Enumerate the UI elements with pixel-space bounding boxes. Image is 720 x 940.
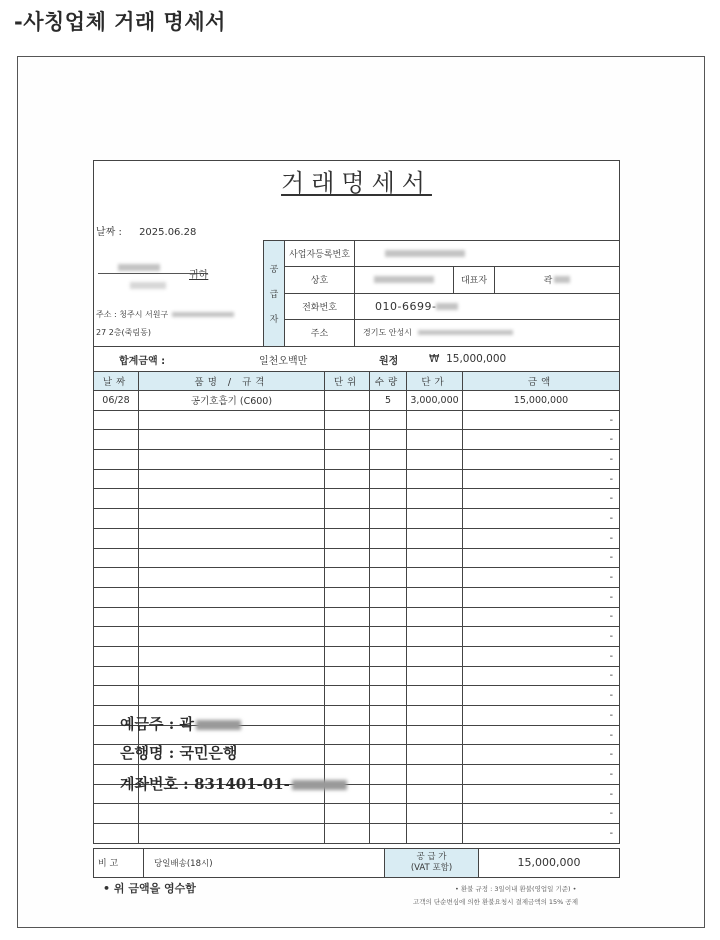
row-unit xyxy=(325,745,370,765)
handwritten-account-number: 계좌번호 : 831401-01- xyxy=(120,773,347,794)
col-unit-price: 단가 xyxy=(407,372,463,391)
row-item-name xyxy=(139,469,325,489)
row-unit-price xyxy=(407,548,463,568)
row-amount: - xyxy=(463,646,620,666)
row-qty xyxy=(370,410,407,430)
title-block xyxy=(93,160,620,239)
account-number-redacted xyxy=(292,780,347,790)
col-item-name: 품명 / 규격 xyxy=(139,372,325,391)
row-date xyxy=(94,804,139,824)
row-date xyxy=(94,410,139,430)
row-item-name xyxy=(139,607,325,627)
row-unit-price xyxy=(407,706,463,726)
row-date: 06/28 xyxy=(94,391,139,411)
table-row xyxy=(94,804,620,824)
won-label: 원정 xyxy=(379,355,399,367)
row-unit xyxy=(325,804,370,824)
table-row xyxy=(94,548,620,568)
row-date xyxy=(94,686,139,706)
col-unit: 단위 xyxy=(325,372,370,391)
row-date xyxy=(94,469,139,489)
row-unit xyxy=(325,587,370,607)
document-title: 거래명세서 xyxy=(281,169,432,197)
row-qty xyxy=(370,528,407,548)
supplier-grid xyxy=(285,241,619,346)
buyer-section xyxy=(94,239,263,346)
handwritten-bank-name: 은행명 : 국민은행 xyxy=(120,744,238,762)
remarks-label: 비 고 xyxy=(94,849,144,877)
row-amount: - xyxy=(463,450,620,470)
row-date xyxy=(94,528,139,548)
table-row xyxy=(94,430,620,450)
row-unit xyxy=(325,627,370,647)
col-date: 날짜 xyxy=(94,372,139,391)
row-item-name xyxy=(139,686,325,706)
holder-redacted xyxy=(196,720,241,730)
date-line xyxy=(96,223,196,238)
row-item-name xyxy=(139,489,325,509)
row-unit xyxy=(325,548,370,568)
reg-no-label: 사업자등록번호 xyxy=(285,241,355,267)
row-unit-price xyxy=(407,587,463,607)
row-date xyxy=(94,824,139,844)
row-unit-price xyxy=(407,686,463,706)
address-redacted xyxy=(172,312,234,317)
row-date xyxy=(94,450,139,470)
row-qty xyxy=(370,706,407,726)
row-item-name xyxy=(139,824,325,844)
row-item-name xyxy=(139,509,325,529)
row-date xyxy=(94,587,139,607)
buyer-address: 주소 : 청주시 서원구 xyxy=(96,309,234,320)
table-row xyxy=(94,469,620,489)
table-row xyxy=(94,686,620,706)
row-qty xyxy=(370,607,407,627)
row-unit xyxy=(325,646,370,666)
table-row xyxy=(94,450,620,470)
ceo-value: 곽 xyxy=(495,267,619,292)
row-qty xyxy=(370,686,407,706)
table-row xyxy=(94,627,620,647)
row-date xyxy=(94,548,139,568)
row-date xyxy=(94,646,139,666)
row-item-name xyxy=(139,587,325,607)
total-label: 합계금액 : xyxy=(119,355,166,367)
row-unit-price xyxy=(407,469,463,489)
company-label: 상호 xyxy=(285,267,355,293)
row-date xyxy=(94,627,139,647)
row-unit xyxy=(325,725,370,745)
refund-policy-line2: 고객의 단순변심에 의한 환불요청시 결제금액의 15% 공제 xyxy=(413,898,578,906)
table-row xyxy=(94,528,620,548)
row-item-name xyxy=(139,410,325,430)
buyer-honorific: 귀하 xyxy=(189,270,209,281)
supply-price-total: 15,000,000 xyxy=(517,856,581,870)
row-unit xyxy=(325,391,370,411)
row-item-name xyxy=(139,804,325,824)
row-qty xyxy=(370,450,407,470)
company-row xyxy=(355,267,619,293)
row-unit-price xyxy=(407,784,463,804)
row-unit xyxy=(325,410,370,430)
row-qty xyxy=(370,745,407,765)
row-unit-price: 3,000,000 xyxy=(407,391,463,411)
row-qty: 5 xyxy=(370,391,407,411)
receipt-note: • 위 금액을 영수함 xyxy=(103,882,196,895)
row-amount: - xyxy=(463,666,620,686)
row-qty xyxy=(370,469,407,489)
table-row xyxy=(94,824,620,844)
row-unit-price xyxy=(407,607,463,627)
row-unit-price xyxy=(407,725,463,745)
phone-label: 전화번호 xyxy=(285,294,355,320)
row-qty xyxy=(370,804,407,824)
row-amount: - xyxy=(463,627,620,647)
row-unit xyxy=(325,509,370,529)
row-qty xyxy=(370,765,407,785)
date-value: 2025.06.28 xyxy=(139,227,197,238)
reg-no-redacted xyxy=(385,250,465,257)
row-date xyxy=(94,607,139,627)
row-amount: - xyxy=(463,686,620,706)
row-unit xyxy=(325,450,370,470)
row-amount: - xyxy=(463,745,620,765)
buyer-name-redacted xyxy=(118,264,160,271)
table-row xyxy=(94,646,620,666)
info-block xyxy=(93,239,620,346)
remarks-value: 당일배송(18시) xyxy=(144,849,385,877)
buyer-subname-redacted xyxy=(130,282,166,289)
items-header-row xyxy=(94,372,620,391)
total-korean-amount: 일천오백만 xyxy=(259,355,308,367)
row-qty xyxy=(370,627,407,647)
row-qty xyxy=(370,784,407,804)
row-unit-price xyxy=(407,627,463,647)
row-amount: - xyxy=(463,587,620,607)
table-row xyxy=(94,607,620,627)
row-date xyxy=(94,430,139,450)
row-amount: - xyxy=(463,804,620,824)
row-date xyxy=(94,666,139,686)
row-date xyxy=(94,568,139,588)
row-unit-price xyxy=(407,646,463,666)
row-item-name xyxy=(139,430,325,450)
transaction-statement xyxy=(93,160,620,878)
table-row xyxy=(94,391,620,411)
row-item-name xyxy=(139,568,325,588)
row-qty xyxy=(370,824,407,844)
buyer-address-line2: 27 2층(죽림동) xyxy=(96,328,151,337)
row-amount: - xyxy=(463,548,620,568)
row-unit xyxy=(325,706,370,726)
row-unit xyxy=(325,666,370,686)
row-amount: - xyxy=(463,430,620,450)
total-amount-row xyxy=(93,346,620,371)
row-amount: - xyxy=(463,410,620,430)
row-amount: - xyxy=(463,469,620,489)
company-value xyxy=(355,267,454,292)
row-amount: - xyxy=(463,528,620,548)
row-unit xyxy=(325,824,370,844)
row-date xyxy=(94,489,139,509)
row-unit xyxy=(325,607,370,627)
phone-value: 010-6699- xyxy=(355,294,619,320)
total-amount: ₩ 15,000,000 xyxy=(429,353,507,365)
row-qty xyxy=(370,568,407,588)
table-row xyxy=(94,509,620,529)
row-item-name xyxy=(139,646,325,666)
supplier-address-value: 경기도 안성시 xyxy=(355,320,619,346)
supply-price-label: 공 급 가 (VAT 포함) xyxy=(385,849,479,877)
row-qty xyxy=(370,725,407,745)
row-amount: - xyxy=(463,568,620,588)
row-item-name xyxy=(139,528,325,548)
remarks-row xyxy=(93,848,620,878)
row-unit xyxy=(325,528,370,548)
phone-redacted xyxy=(436,303,458,310)
handwritten-account-holder: 예금주 : 곽 xyxy=(120,713,241,734)
row-qty xyxy=(370,430,407,450)
row-unit-price xyxy=(407,430,463,450)
page-heading: -사칭업체 거래 명세서 xyxy=(14,10,226,34)
company-redacted xyxy=(374,276,434,283)
row-unit xyxy=(325,686,370,706)
supplier-section xyxy=(263,240,619,346)
row-amount: - xyxy=(463,706,620,726)
refund-policy-line1: • 환불 규정 : 3일이내 환불(영업일 기준) • xyxy=(455,885,577,893)
row-item-name xyxy=(139,548,325,568)
row-amount: - xyxy=(463,509,620,529)
row-unit-price xyxy=(407,489,463,509)
row-unit xyxy=(325,568,370,588)
row-qty xyxy=(370,548,407,568)
row-amount: - xyxy=(463,725,620,745)
row-qty xyxy=(370,489,407,509)
row-qty xyxy=(370,666,407,686)
table-row xyxy=(94,587,620,607)
row-item-name xyxy=(139,666,325,686)
row-unit-price xyxy=(407,804,463,824)
row-unit-price xyxy=(407,528,463,548)
row-unit xyxy=(325,489,370,509)
row-amount: - xyxy=(463,607,620,627)
col-qty: 수량 xyxy=(370,372,407,391)
row-amount: 15,000,000 xyxy=(463,391,620,411)
reg-no-value xyxy=(355,241,619,267)
row-item-name xyxy=(139,627,325,647)
ceo-label: 대표자 xyxy=(454,267,495,292)
row-unit-price xyxy=(407,568,463,588)
row-item-name: 공기호흡기 (C600) xyxy=(139,391,325,411)
row-amount: - xyxy=(463,489,620,509)
row-unit-price xyxy=(407,745,463,765)
row-amount: - xyxy=(463,824,620,844)
table-row xyxy=(94,410,620,430)
row-unit-price xyxy=(407,666,463,686)
row-qty xyxy=(370,509,407,529)
row-unit-price xyxy=(407,765,463,785)
supplier-address-label: 주소 xyxy=(285,320,355,346)
row-unit-price xyxy=(407,410,463,430)
supplier-address-redacted xyxy=(418,330,513,335)
row-amount: - xyxy=(463,784,620,804)
table-row xyxy=(94,568,620,588)
table-row xyxy=(94,666,620,686)
row-amount: - xyxy=(463,765,620,785)
row-unit-price xyxy=(407,450,463,470)
row-date xyxy=(94,509,139,529)
row-unit xyxy=(325,430,370,450)
row-unit-price xyxy=(407,509,463,529)
col-amount: 금액 xyxy=(463,372,620,391)
row-qty xyxy=(370,587,407,607)
row-unit-price xyxy=(407,824,463,844)
table-row xyxy=(94,489,620,509)
ceo-redacted xyxy=(554,276,570,283)
row-item-name xyxy=(139,450,325,470)
supplier-tag: 공 급 자 xyxy=(264,241,285,346)
row-qty xyxy=(370,646,407,666)
date-label: 날짜 : xyxy=(96,227,122,238)
row-unit xyxy=(325,469,370,489)
